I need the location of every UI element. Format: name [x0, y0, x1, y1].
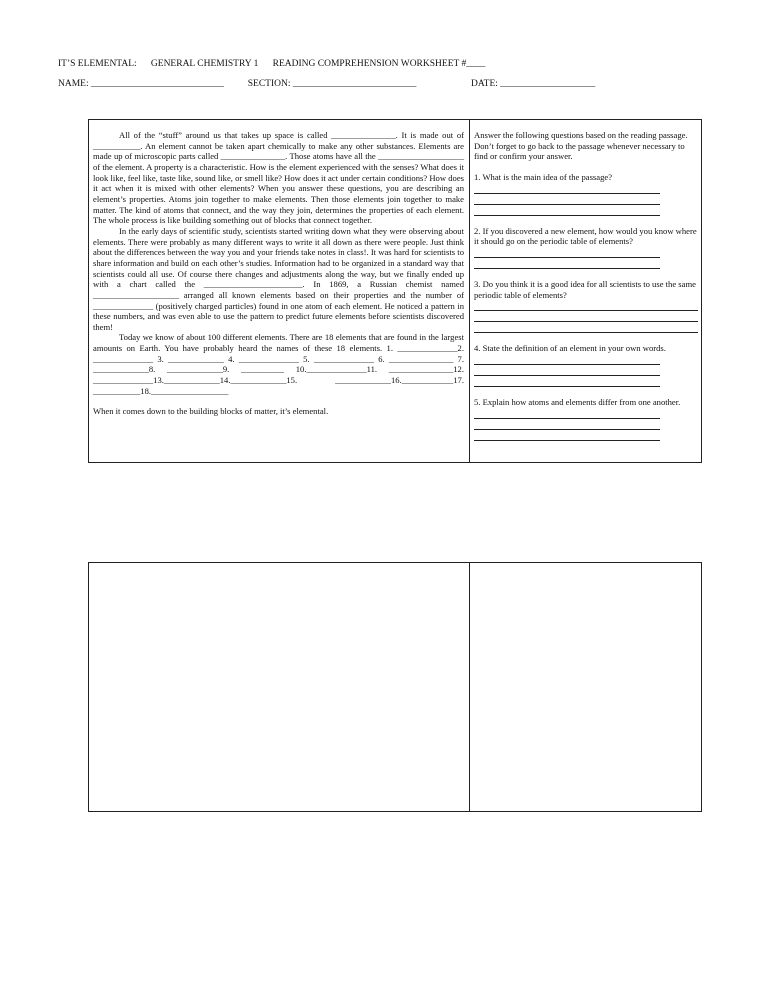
question-4: 4. State the definition of an element in your own words.	[474, 343, 666, 354]
worksheet-box-2-empty	[88, 562, 702, 812]
questions-intro: Answer the following questions based on the reading passage. Don’t forget to go back to the passage whenever necessary to find or confirm your answer.	[474, 130, 688, 162]
question-column	[474, 130, 700, 441]
answer-line[interactable]	[474, 247, 660, 258]
answer-line[interactable]	[474, 322, 698, 333]
passage-paragraph-2: In the early days of scientific study, scientists started writing down what they were observing about elements. There were probably as many different ways to write it all down as there were people. Just think about the differences between the way you and your friends take notes in class!. It was hard for scientists to share information and build on each other’s studies. Information had to be organized in a standard way that scientists could all use. Of course there changes and adjustments along the way, but we finally ended up with a chart called the _______________________. In 1869, a Russian chemist named ____________________ arranged all known elements based on their properties and the number of ______________ (positively charged particles) found in one atom of each element. He noticed a pattern in these numbers, and was even able to use the pattern to predict future elements before scientists discovered them!	[93, 225, 464, 332]
answer-line[interactable]	[474, 205, 660, 216]
question-2: 2. If you discovered a new element, how would you know where it should go on the periodic table of elements?	[474, 225, 697, 247]
question-5: 5. Explain how atoms and elements differ from one another.	[474, 396, 681, 407]
question-3: 3. Do you think it is a good idea for all scientists to use the same periodic table of elements?	[474, 278, 696, 300]
passage-closing: When it comes down to the building blocks of matter, it’s elemental.	[93, 406, 329, 417]
reading-passage	[93, 130, 464, 417]
answer-line[interactable]	[474, 183, 660, 194]
answer-line[interactable]	[474, 419, 660, 430]
column-divider	[469, 120, 470, 462]
question-1: 1. What is the main idea of the passage?	[474, 171, 613, 182]
passage-paragraph-3: Today we know of about 100 different elements. There are 18 elements that are found in the largest amounts on Earth. You have probably heard the names of these 18 elements. 1. ______________2. ______________ 3. _____________ 4. ______________ 5. ______________ 6. _______________ 7. _____________8. _____________9. __________ 10.______________11. _______________12. ______________13._____________14._____________15. _____________16.____________17. ___________18.__________________	[93, 332, 464, 396]
name-section-date-line: NAME: ____________________________ SECTION: __________________________ DATE: ____________________	[58, 79, 596, 89]
answer-line[interactable]	[474, 408, 660, 419]
passage-paragraph-1: All of the “stuff” around us that takes up space is called _______________. It is made out of ___________. An element cannot be taken apart chemically to make any other substances. Elements are made up of microscopic parts called _______________. Those atoms have all the ____________________ of the element. A property is a characteristic. How is the element experienced with the senses? What does it look like, feel like, taste like, sound like, or smell like? How does it act under certain conditions? How does it act when it is mixed with other elements? When you answer these questions, you are describing an element’s properties. Atoms join together to make elements. Then those elements join together to make matter. The kind of atoms that connect, and the way they join, determines the properties of each element. The whole process is like building something out of blocks that connect together.	[93, 130, 464, 226]
answer-line[interactable]	[474, 376, 660, 387]
answer-line[interactable]	[474, 311, 698, 322]
answer-line[interactable]	[474, 194, 660, 205]
worksheet-title-line: IT’S ELEMENTAL: GENERAL CHEMISTRY 1 READING COMPREHENSION WORKSHEET #____	[58, 59, 486, 69]
answer-line[interactable]	[474, 258, 660, 269]
answer-line[interactable]	[474, 300, 698, 311]
answer-line[interactable]	[474, 354, 660, 365]
column-divider	[469, 563, 470, 811]
answer-line[interactable]	[474, 430, 660, 441]
answer-line[interactable]	[474, 365, 660, 376]
worksheet-box-1	[88, 119, 702, 463]
